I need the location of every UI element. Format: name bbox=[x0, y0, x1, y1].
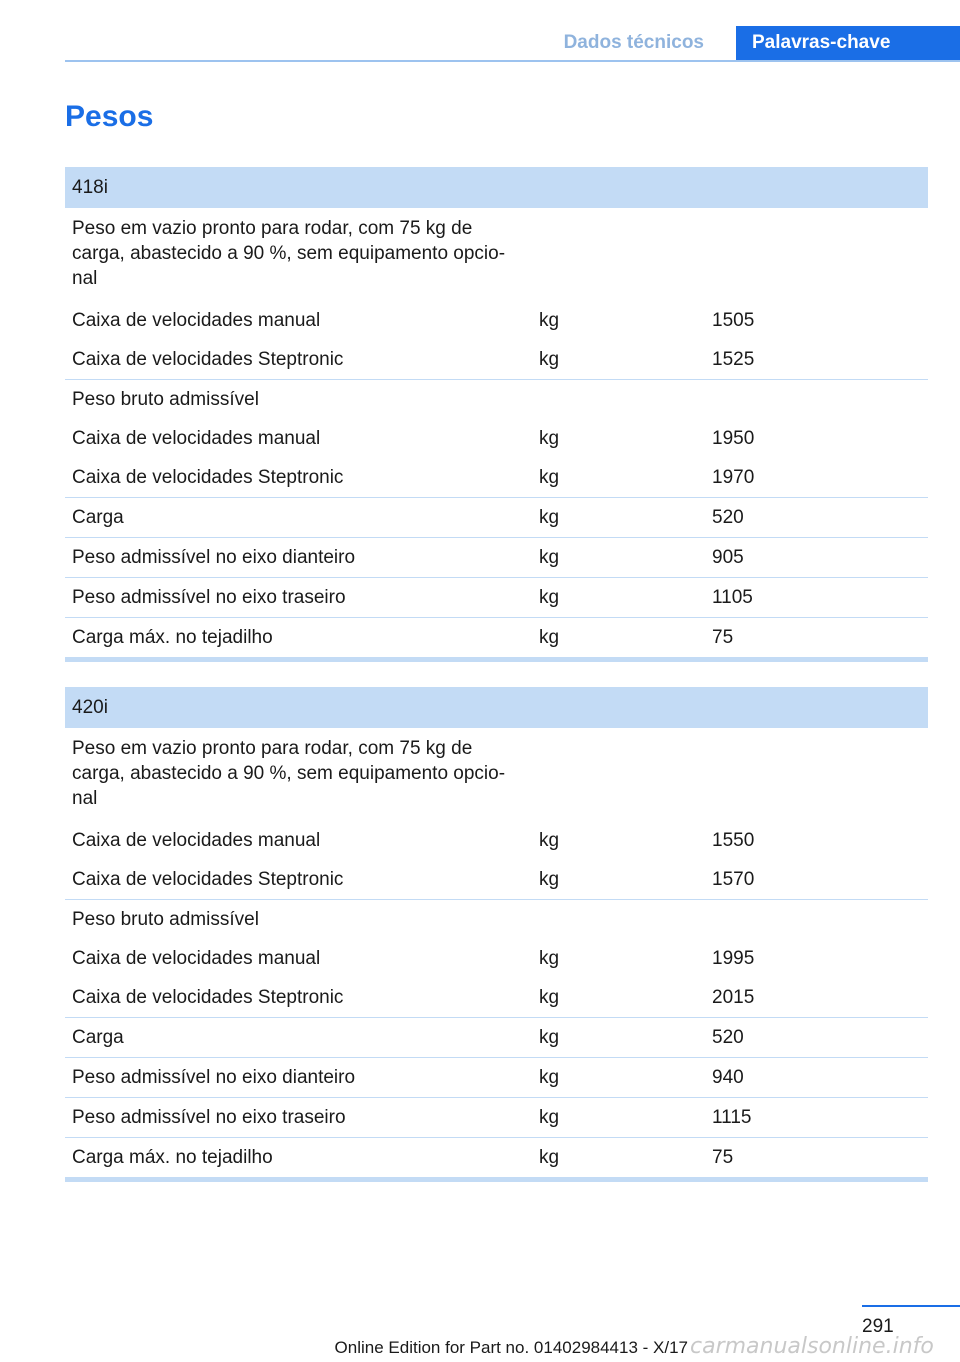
table-row bbox=[65, 939, 928, 978]
watermark: carmanualsonline.info bbox=[690, 1334, 934, 1359]
row-label: Carga máx. no tejadilho bbox=[72, 627, 273, 648]
row-unit: kg bbox=[539, 467, 560, 488]
row-unit: kg bbox=[539, 587, 560, 608]
row-label: Carga máx. no tejadilho bbox=[72, 1147, 273, 1168]
row-value: 520 bbox=[712, 1027, 744, 1048]
gross-weight-label: Peso bruto admissível bbox=[72, 389, 259, 410]
group-heading-row bbox=[65, 728, 928, 821]
table-row bbox=[65, 419, 928, 458]
row-value: 940 bbox=[712, 1067, 744, 1088]
empty-weight-label: Peso em vazio pronto para rodar, com 75 kg de carga, abastecido a 90 %, sem equipamento opcio-nal bbox=[72, 218, 506, 289]
gross-weight-group bbox=[65, 380, 928, 498]
page-header bbox=[0, 0, 960, 62]
tab-dados-tecnicos[interactable]: Dados técnicos bbox=[563, 32, 704, 53]
row-value: 2015 bbox=[712, 987, 755, 1008]
table-row-rear-axle bbox=[65, 578, 928, 618]
row-unit: kg bbox=[539, 627, 560, 648]
row-value: 1570 bbox=[712, 869, 755, 890]
group-heading-row bbox=[65, 380, 928, 419]
row-label: Carga bbox=[72, 507, 124, 528]
row-label: Caixa de velocidades manual bbox=[72, 310, 321, 331]
row-unit: kg bbox=[539, 349, 560, 370]
row-label: Caixa de velocidades Steptronic bbox=[72, 349, 344, 370]
weights-table-420i bbox=[65, 687, 928, 1182]
row-unit: kg bbox=[539, 1147, 560, 1168]
row-label: Peso admissível no eixo dianteiro bbox=[72, 547, 356, 568]
page-title: Pesos bbox=[65, 100, 154, 133]
row-unit: kg bbox=[539, 547, 560, 568]
row-unit: kg bbox=[539, 1107, 560, 1128]
table-row-roof-load bbox=[65, 1138, 928, 1182]
empty-weight-group bbox=[65, 208, 928, 380]
row-unit: kg bbox=[539, 830, 560, 851]
row-unit: kg bbox=[539, 1067, 560, 1088]
empty-weight-label: Peso em vazio pronto para rodar, com 75 kg de carga, abastecido a 90 %, sem equipamento opcio-nal bbox=[72, 738, 506, 809]
table-row-front-axle bbox=[65, 538, 928, 578]
edition-text: Online Edition for Part no. 01402984413 - X/17 bbox=[334, 1338, 688, 1357]
table-row bbox=[65, 340, 928, 379]
row-label: Caixa de velocidades manual bbox=[72, 948, 321, 969]
table-row-load bbox=[65, 1018, 928, 1058]
header-divider bbox=[65, 60, 960, 62]
row-label: Caixa de velocidades Steptronic bbox=[72, 987, 344, 1008]
row-value: 1970 bbox=[712, 467, 755, 488]
gross-weight-label: Peso bruto admissível bbox=[72, 909, 259, 930]
row-value: 75 bbox=[712, 1147, 734, 1168]
row-label: Peso admissível no eixo dianteiro bbox=[72, 1067, 356, 1088]
table-row bbox=[65, 978, 928, 1017]
table-row-rear-axle bbox=[65, 1098, 928, 1138]
row-value: 1995 bbox=[712, 948, 755, 969]
table-header-model: 418i bbox=[65, 167, 928, 208]
group-heading-row bbox=[65, 900, 928, 939]
empty-weight-group bbox=[65, 728, 928, 900]
tab-palavras-chave[interactable]: Palavras-chave bbox=[736, 26, 960, 62]
footer-divider bbox=[862, 1305, 960, 1307]
row-unit: kg bbox=[539, 869, 560, 890]
row-value: 520 bbox=[712, 507, 744, 528]
table-row-front-axle bbox=[65, 1058, 928, 1098]
row-label: Caixa de velocidades manual bbox=[72, 428, 321, 449]
table-row bbox=[65, 301, 928, 340]
row-unit: kg bbox=[539, 428, 560, 449]
table-header-model: 420i bbox=[65, 687, 928, 728]
row-value: 1950 bbox=[712, 428, 755, 449]
row-label: Peso admissível no eixo traseiro bbox=[72, 587, 346, 608]
row-unit: kg bbox=[539, 507, 560, 528]
row-unit: kg bbox=[539, 1027, 560, 1048]
row-label: Carga bbox=[72, 1027, 124, 1048]
weights-table-418i bbox=[65, 167, 928, 662]
table-row bbox=[65, 821, 928, 860]
row-value: 1550 bbox=[712, 830, 755, 851]
table-row bbox=[65, 458, 928, 497]
row-label: Caixa de velocidades Steptronic bbox=[72, 467, 344, 488]
group-heading-row bbox=[65, 208, 928, 301]
row-value: 75 bbox=[712, 627, 734, 648]
row-label: Caixa de velocidades manual bbox=[72, 830, 321, 851]
row-unit: kg bbox=[539, 948, 560, 969]
row-value: 1525 bbox=[712, 349, 755, 370]
row-value: 1105 bbox=[712, 587, 753, 608]
row-label: Peso admissível no eixo traseiro bbox=[72, 1107, 346, 1128]
table-row bbox=[65, 860, 928, 899]
gross-weight-group bbox=[65, 900, 928, 1018]
table-row-roof-load bbox=[65, 618, 928, 662]
row-unit: kg bbox=[539, 310, 560, 331]
row-unit: kg bbox=[539, 987, 560, 1008]
row-value: 1115 bbox=[712, 1107, 752, 1128]
row-value: 1505 bbox=[712, 310, 755, 331]
page-number: 291 bbox=[862, 1316, 894, 1337]
row-label: Caixa de velocidades Steptronic bbox=[72, 869, 344, 890]
row-value: 905 bbox=[712, 547, 744, 568]
table-row-load bbox=[65, 498, 928, 538]
